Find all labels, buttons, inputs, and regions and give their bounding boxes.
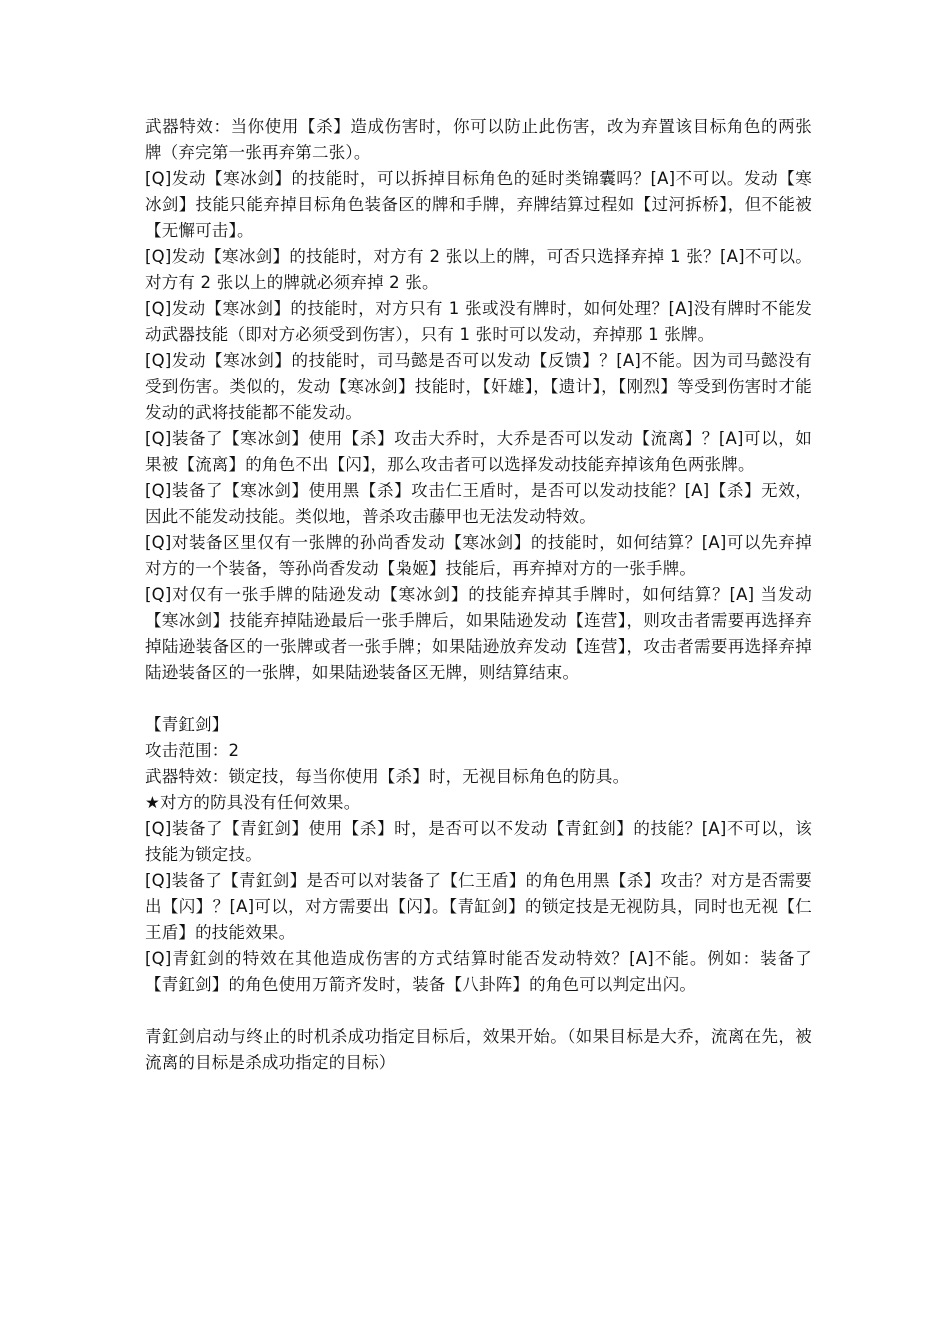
qa-item: [Q]装备了【寒冰剑】使用【杀】攻击大乔时，大乔是否可以发动【流离】？[A]可以，如果被【流离】的角色不出【闪】，那么攻击者可以选择发动技能弃掉该角色两张牌。 bbox=[145, 429, 812, 474]
paragraph-gap bbox=[145, 998, 812, 1024]
qa-item: [Q]发动【寒冰剑】的技能时，可以拆掉目标角色的延时类锦囊吗？[A]不可以。发动【寒冰剑】技能只能弃掉目标角色装备区的牌和手牌，弃牌结算过程如【过河拆桥】，但不能被【无懈可击】。 bbox=[145, 169, 812, 240]
qa-item: [Q]对仅有一张手牌的陆逊发动【寒冰剑】的技能弃掉其手牌时，如何结算？[A] 当发动【寒冰剑】技能弃掉陆逊最后一张手牌后，如果陆逊发动【连营】，则攻击者需要再选择弃掉陆逊装备区的一张牌或者一张手牌；如果陆逊放弃发动【连营】，攻击者需要再选择弃掉陆逊装备区的一张牌，如果陆逊装备区无牌，则结算结束。 bbox=[145, 585, 812, 682]
section-heading: 【青釭剑】 bbox=[145, 715, 229, 734]
qa-item: [Q]对装备区里仅有一张牌的孙尚香发动【寒冰剑】的技能时，如何结算？[A]可以先弃掉对方的一个装备，等孙尚香发动【枭姬】技能后，再弃掉对方的一张手牌。 bbox=[145, 533, 812, 578]
paragraph-gap bbox=[145, 686, 812, 712]
section-timing bbox=[145, 1024, 812, 1076]
qa-item: [Q]装备了【青釭剑】使用【杀】时，是否可以不发动【青釭剑】的技能？[A]不可以，该技能为锁定技。 bbox=[145, 819, 812, 864]
timing-text: 青釭剑启动与终止的时机杀成功指定目标后，效果开始。（如果目标是大乔，流离在先，被流离的目标是杀成功指定的目标） bbox=[145, 1027, 812, 1072]
qa-item: [Q]发动【寒冰剑】的技能时，司马懿是否可以发动【反馈】？[A]不能。因为司马懿没有受到伤害。类似的，发动【寒冰剑】技能时，【奸雄】，【遗计】，【刚烈】等受到伤害时才能发动的武将技能都不能发动。 bbox=[145, 351, 812, 422]
qa-item: [Q]青釭剑的特效在其他造成伤害的方式结算时能否发动特效？[A]不能。例如：装备了【青釭剑】的角色使用万箭齐发时，装备【八卦阵】的角色可以判定出闪。 bbox=[145, 949, 812, 994]
weapon-effect-text: 武器特效：锁定技，每当你使用【杀】时，无视目标角色的防具。 bbox=[145, 767, 630, 786]
note-text: ★对方的防具没有任何效果。 bbox=[145, 793, 361, 812]
section-qinggangjian bbox=[145, 712, 812, 998]
qa-item: [Q]发动【寒冰剑】的技能时，对方只有 1 张或没有牌时，如何处理？[A]没有牌时不能发动武器技能（即对方必须受到伤害），只有 1 张时可以发动，弃掉那 1 张牌。 bbox=[145, 299, 812, 344]
section-hanbingjian bbox=[145, 114, 812, 686]
qa-item: [Q]发动【寒冰剑】的技能时，对方有 2 张以上的牌，可否只选择弃掉 1 张？[A]不可以。对方有 2 张以上的牌就必须弃掉 2 张。 bbox=[145, 247, 812, 292]
weapon-effect-text: 武器特效：当你使用【杀】造成伤害时，你可以防止此伤害，改为弃置该目标角色的两张牌（弃完第一张再弃第二张）。 bbox=[145, 117, 812, 162]
attack-range-text: 攻击范围：2 bbox=[145, 741, 240, 760]
qa-item: [Q]装备了【青釭剑】是否可以对装备了【仁王盾】的角色用黑【杀】攻击？对方是否需要出【闪】？[A]可以，对方需要出【闪】。【青缸剑】的锁定技是无视防具，同时也无视【仁王盾】的技能效果。 bbox=[145, 871, 812, 942]
qa-item: [Q]装备了【寒冰剑】使用黑【杀】攻击仁王盾时，是否可以发动技能？[A]【杀】无效，因此不能发动技能。类似地，普杀攻击藤甲也无法发动特效。 bbox=[145, 481, 812, 526]
